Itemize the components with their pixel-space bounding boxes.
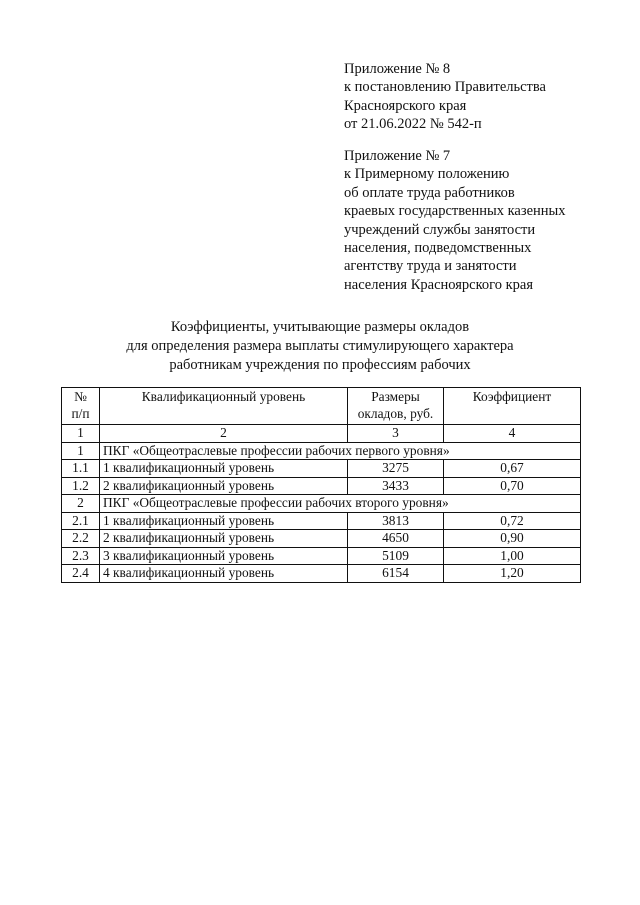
row-number: 2 [62,495,100,513]
table-group-row [62,442,581,460]
qualification-level: 4 квалификационный уровень [100,565,348,583]
table-row [62,477,581,495]
salary-value: 3275 [348,460,444,478]
row-number: 1.2 [62,477,100,495]
row-number: 1.1 [62,460,100,478]
appendix-7-line: учреждений службы занятости [344,221,536,238]
table-body [62,425,581,583]
table-row [62,530,581,548]
table-row [62,512,581,530]
appendix-8-line: Приложение № 8 [344,61,451,77]
column-number: 1 [62,425,100,443]
table-row [62,565,581,583]
table-group-row [62,495,581,513]
coefficient-value: 0,72 [444,512,581,530]
column-number: 3 [348,425,444,443]
header-number-line1: № [74,389,87,404]
row-number: 1 [62,442,100,460]
header-coefficient [444,388,581,425]
appendix-7-line: агентству труда и занятости [344,258,517,275]
appendix-7-line: к Примерному положению [344,166,510,183]
column-number-row [62,425,581,443]
appendix-7-line: населения Красноярского края [344,276,534,293]
header-salary [348,388,444,425]
qualification-level: 1 квалификационный уровень [100,512,348,530]
coefficient-value: 0,67 [444,460,581,478]
appendix-8-reference [344,60,546,134]
row-number: 2.4 [62,565,100,583]
salary-value: 6154 [348,565,444,583]
header-number-line2: п/п [71,406,90,421]
appendix-7-line: об оплате труда работников [344,184,515,201]
appendix-8-line: Красноярского края [344,97,467,114]
column-number: 2 [100,425,348,443]
coefficient-value: 1,00 [444,547,581,565]
document-title-line: работникам учреждения по профессиям рабочих [169,357,471,373]
document-title-line: для определения размера выплаты стимулирующего характера [126,338,514,354]
appendix-8-line: к постановлению Правительства [344,79,546,96]
document-title-line: Коэффициенты, учитывающие размеры окладов [170,319,470,335]
salary-value: 5109 [348,547,444,565]
header-qualification-level [100,388,348,425]
header-qualification-text: Квалификационный уровень [141,389,306,404]
header-salary-line2: окладов, руб. [357,406,434,421]
coefficient-value: 0,70 [444,477,581,495]
qualification-level: 1 квалификационный уровень [100,460,348,478]
qualification-level: 3 квалификационный уровень [100,547,348,565]
header-coefficient-text: Коэффициент [472,389,552,404]
qualification-level: 2 квалификационный уровень [100,477,348,495]
group-title: ПКГ «Общеотраслевые профессии рабочих второго уровня» [100,495,581,513]
appendix-7-line: Приложение № 7 [344,148,451,164]
row-number: 2.3 [62,547,100,565]
table-row [62,547,581,565]
appendix-7-line: краевых государственных казенных [344,203,566,220]
coefficient-value: 0,90 [444,530,581,548]
column-number: 4 [444,425,581,443]
appendix-8-line: от 21.06.2022 № 542-п [344,116,482,133]
appendix-7-reference [344,147,566,294]
qualification-level: 2 квалификационный уровень [100,530,348,548]
salary-value: 4650 [348,530,444,548]
document-title [60,318,580,375]
salary-value: 3433 [348,477,444,495]
table-row [62,460,581,478]
row-number: 2.1 [62,512,100,530]
header-salary-line1: Размеры [371,389,420,404]
salary-value: 3813 [348,512,444,530]
table-header-row [62,388,581,425]
header-number [62,388,100,425]
coefficients-table [61,387,581,583]
row-number: 2.2 [62,530,100,548]
coefficient-value: 1,20 [444,565,581,583]
appendix-7-line: населения, подведомственных [344,240,532,257]
group-title: ПКГ «Общеотраслевые профессии рабочих первого уровня» [100,442,581,460]
